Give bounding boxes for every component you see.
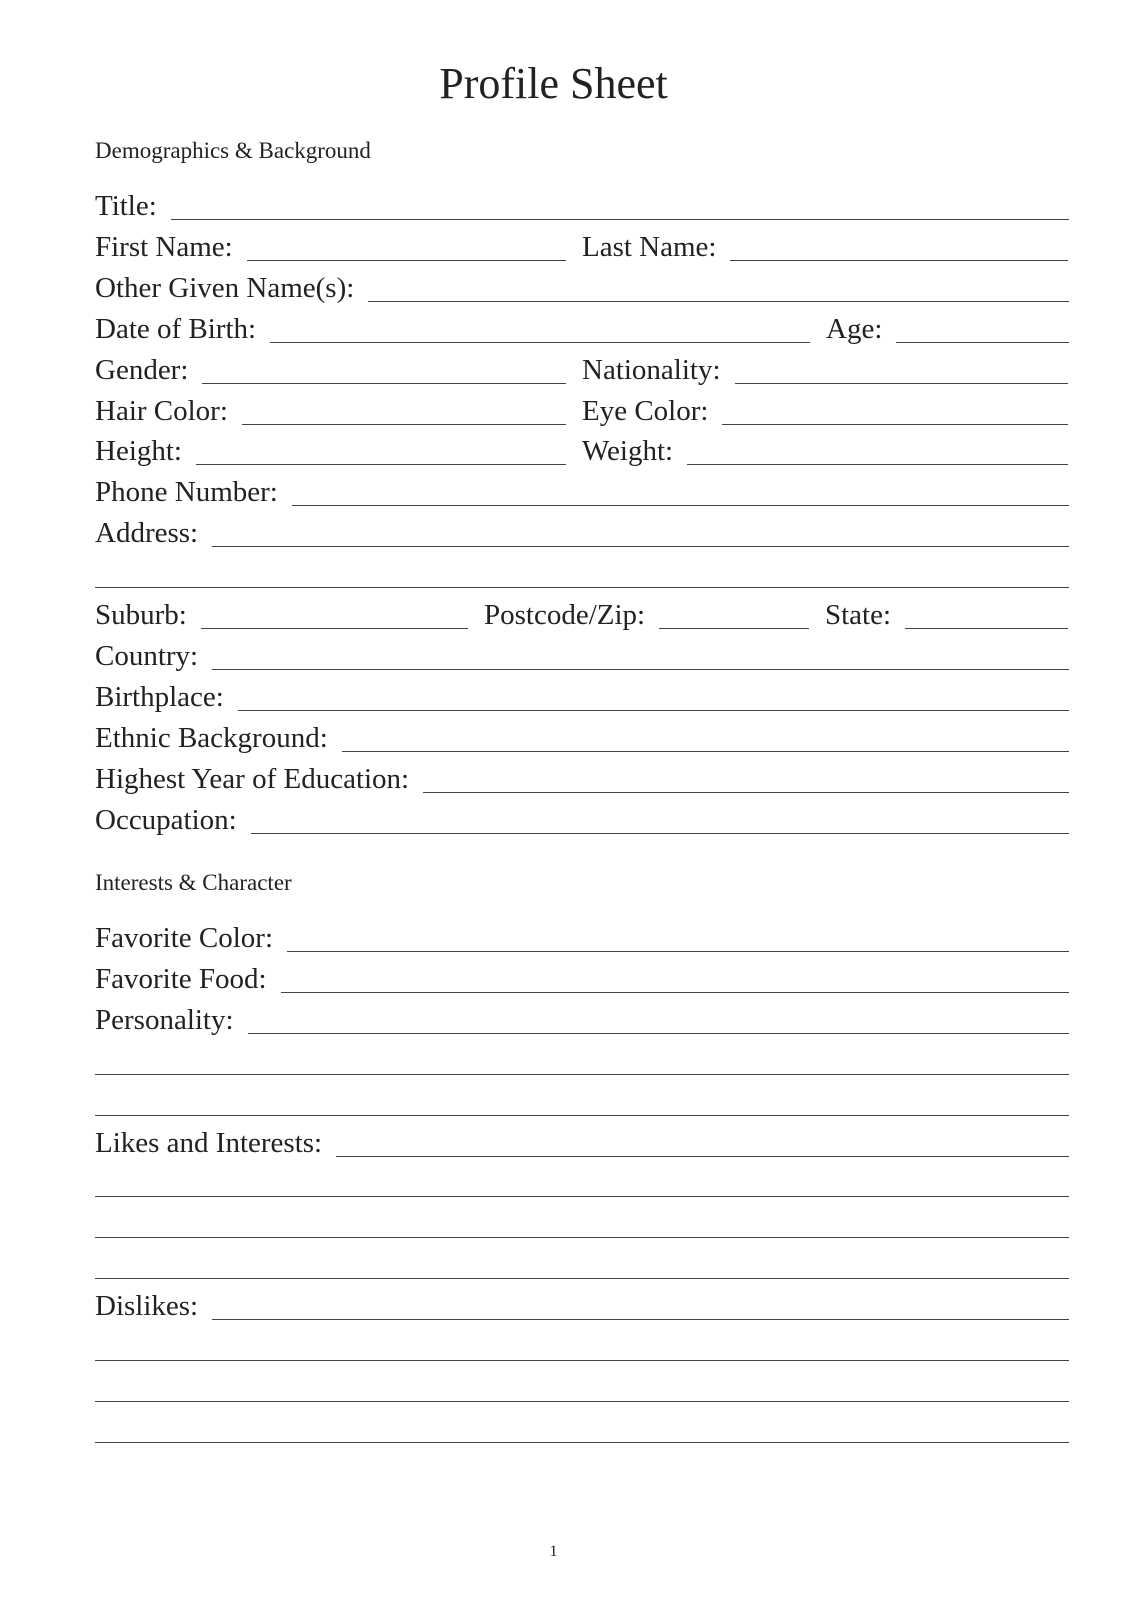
fill-in-line[interactable] — [95, 1359, 1069, 1361]
fill-in-line[interactable] — [238, 709, 1069, 711]
fill-in-line[interactable] — [95, 1236, 1069, 1238]
fill-in-line[interactable] — [95, 586, 1069, 588]
fill-in-line[interactable] — [251, 832, 1069, 834]
fill-in-line[interactable] — [212, 668, 1069, 670]
field-continuation — [95, 1202, 1069, 1243]
field-continuation — [95, 1325, 1069, 1366]
section-heading: Interests & Character — [95, 870, 292, 895]
form-row — [95, 266, 1069, 307]
fill-in-line[interactable] — [95, 1114, 1069, 1116]
form-row — [95, 1161, 1069, 1202]
field-address — [95, 511, 1069, 552]
field-gender — [95, 348, 566, 389]
fill-in-line[interactable] — [287, 950, 1069, 952]
field-ethnic-background — [95, 716, 1069, 757]
field-state — [825, 593, 1068, 634]
form-row — [95, 552, 1069, 593]
form-row — [95, 1325, 1069, 1366]
form-row — [95, 389, 1069, 430]
form-row — [95, 511, 1069, 552]
field-age — [826, 307, 1069, 348]
field-label: Dislikes: — [95, 1290, 199, 1323]
field-continuation — [95, 1039, 1069, 1080]
form-row — [95, 225, 1069, 266]
page-title: Profile Sheet — [439, 59, 668, 108]
fill-in-line[interactable] — [196, 463, 566, 465]
form-row — [95, 916, 1069, 957]
form-row — [95, 757, 1069, 798]
fill-in-line[interactable] — [95, 1073, 1069, 1075]
form-row — [95, 1080, 1069, 1121]
field-suburb — [95, 593, 468, 634]
fill-in-line[interactable] — [342, 750, 1069, 752]
form-row — [95, 716, 1069, 757]
form-row — [95, 593, 1069, 634]
field-label: Country: — [95, 639, 199, 672]
fill-in-line[interactable] — [423, 791, 1069, 793]
fill-in-line[interactable] — [687, 463, 1068, 465]
field-label: Phone Number: — [95, 476, 278, 509]
field-label: Weight: — [582, 435, 674, 468]
field-label: Occupation: — [95, 803, 237, 836]
fill-in-line[interactable] — [212, 1318, 1069, 1320]
form-row — [95, 1366, 1069, 1407]
field-continuation — [95, 1366, 1069, 1407]
form-row — [95, 429, 1069, 470]
form-row — [95, 1407, 1069, 1448]
fill-in-line[interactable] — [896, 341, 1069, 343]
field-phone-number — [95, 470, 1069, 511]
field-label: Highest Year of Education: — [95, 762, 410, 795]
field-label: Favorite Color: — [95, 922, 274, 954]
field-country — [95, 634, 1069, 675]
field-label: Ethnic Background: — [95, 721, 328, 754]
field-label: Date of Birth: — [95, 312, 257, 345]
field-favorite-food — [95, 957, 1069, 998]
page-number: 1 — [549, 1543, 558, 1560]
form-row — [95, 1284, 1069, 1325]
form-row — [95, 998, 1069, 1039]
fill-in-line[interactable] — [735, 382, 1068, 384]
field-continuation — [95, 1080, 1069, 1121]
fill-in-line[interactable] — [281, 991, 1069, 993]
field-continuation — [95, 1161, 1069, 1202]
field-other-given-name-s — [95, 266, 1069, 307]
field-postcode-zip — [484, 593, 809, 634]
fill-in-line[interactable] — [905, 627, 1068, 629]
fill-in-line[interactable] — [95, 1277, 1069, 1279]
fill-in-line[interactable] — [201, 627, 468, 629]
field-label: Suburb: — [95, 599, 187, 631]
field-dislikes — [95, 1284, 1069, 1325]
form-row — [95, 1039, 1069, 1080]
field-label: Title: — [95, 190, 157, 222]
field-likes-and-interests — [95, 1121, 1069, 1162]
field-occupation — [95, 798, 1069, 839]
field-label: Favorite Food: — [95, 962, 267, 995]
fill-in-line[interactable] — [368, 300, 1069, 302]
field-date-of-birth — [95, 307, 810, 348]
form-row — [95, 1202, 1069, 1243]
field-last-name — [582, 225, 1068, 266]
field-highest-year-of-education — [95, 757, 1069, 798]
field-birthplace — [95, 675, 1069, 716]
field-label: Personality: — [95, 1003, 234, 1036]
field-continuation — [95, 1407, 1069, 1448]
field-label: Eye Color: — [582, 394, 709, 427]
fill-in-line[interactable] — [336, 1155, 1069, 1157]
fill-in-line[interactable] — [730, 259, 1068, 261]
form-row — [95, 1243, 1069, 1284]
fill-in-line[interactable] — [171, 218, 1069, 220]
field-favorite-color — [95, 916, 1069, 957]
fill-in-line[interactable] — [95, 1195, 1069, 1197]
field-continuation — [95, 1243, 1069, 1284]
field-label: Other Given Name(s): — [95, 271, 355, 304]
field-label: First Name: — [95, 230, 233, 263]
field-title — [95, 184, 1069, 225]
form-row — [95, 1121, 1069, 1162]
field-label: State: — [825, 599, 892, 631]
fill-in-line[interactable] — [270, 341, 810, 343]
fill-in-line[interactable] — [95, 1441, 1069, 1443]
fill-in-line[interactable] — [292, 504, 1069, 506]
form-row — [95, 184, 1069, 225]
field-first-name — [95, 225, 566, 266]
form-row — [95, 348, 1069, 389]
field-personality — [95, 998, 1069, 1039]
field-label: Age: — [826, 312, 883, 345]
fill-in-line[interactable] — [212, 545, 1069, 547]
field-label: Hair Color: — [95, 394, 228, 427]
field-label: Gender: — [95, 353, 189, 386]
fill-in-line[interactable] — [722, 423, 1068, 425]
fill-in-line[interactable] — [202, 382, 566, 384]
field-label: Likes and Interests: — [95, 1126, 323, 1159]
form-row — [95, 675, 1069, 716]
field-label: Nationality: — [582, 353, 721, 386]
field-label: Address: — [95, 517, 199, 550]
form-row — [95, 634, 1069, 675]
field-label: Birthplace: — [95, 680, 224, 713]
field-continuation — [95, 552, 1069, 593]
section-heading: Demographics & Background — [95, 138, 371, 163]
field-hair-color — [95, 389, 566, 430]
fill-in-line[interactable] — [659, 627, 809, 629]
fill-in-line[interactable] — [242, 423, 566, 425]
fill-in-line[interactable] — [248, 1032, 1069, 1034]
fill-in-line[interactable] — [95, 1400, 1069, 1402]
field-label: Height: — [95, 435, 182, 468]
form-row — [95, 307, 1069, 348]
field-label: Last Name: — [582, 230, 717, 263]
field-label: Postcode/Zip: — [484, 599, 646, 631]
form-row — [95, 798, 1069, 839]
field-nationality — [582, 348, 1068, 389]
fill-in-line[interactable] — [247, 259, 566, 261]
form-row — [95, 957, 1069, 998]
field-eye-color — [582, 389, 1068, 430]
field-weight — [582, 429, 1068, 470]
field-height — [95, 429, 566, 470]
form-row — [95, 470, 1069, 511]
